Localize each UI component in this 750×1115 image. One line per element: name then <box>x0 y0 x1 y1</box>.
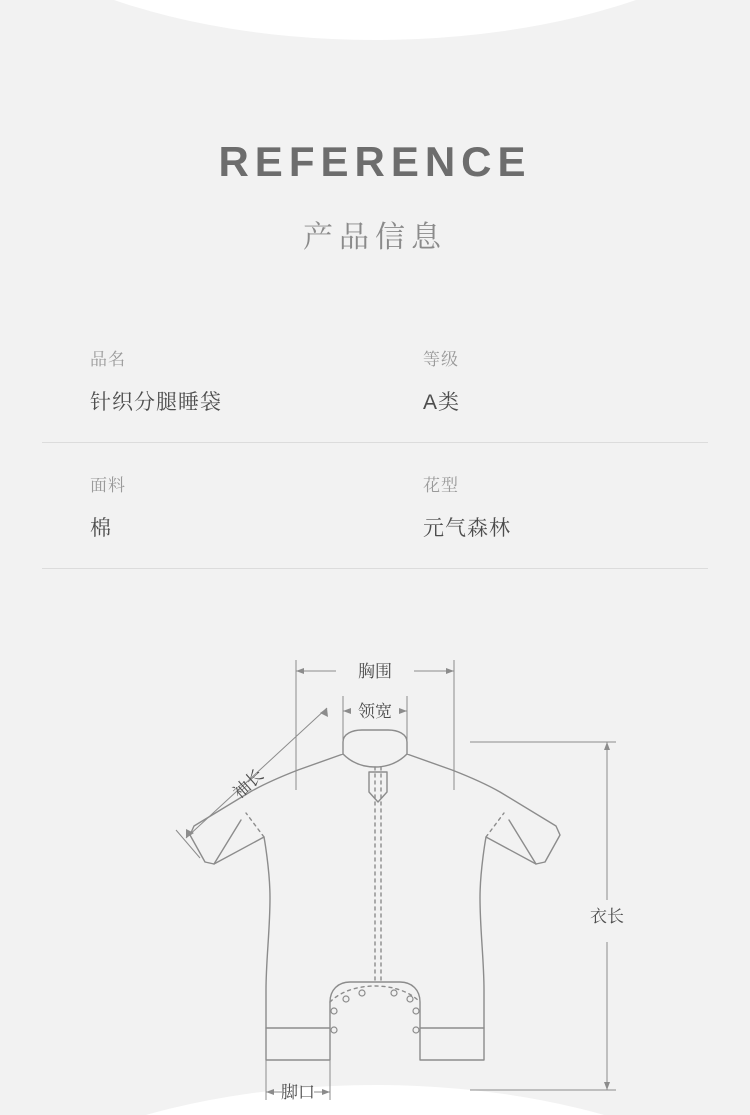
info-cell-grade <box>375 345 708 416</box>
info-cell-fabric <box>42 471 375 542</box>
garment-measurement-diagram <box>0 630 750 1115</box>
info-label: 等级 <box>423 350 459 369</box>
info-label: 品名 <box>90 350 126 369</box>
label-cuff: 脚口 <box>281 1083 315 1102</box>
info-cell-name <box>42 345 375 416</box>
info-label: 面料 <box>90 476 126 495</box>
info-label: 花型 <box>423 476 459 495</box>
label-chest: 胸围 <box>358 662 392 681</box>
info-value: 针织分腿睡袋 <box>90 391 222 414</box>
table-row <box>42 443 708 569</box>
info-value: 棉 <box>90 517 112 540</box>
product-info-table <box>42 345 708 569</box>
top-arc-decoration <box>0 0 750 40</box>
page-title-en: REFERENCE <box>218 138 532 185</box>
label-collar: 领宽 <box>358 702 392 721</box>
info-cell-pattern <box>375 471 708 542</box>
page-title-cn: 产品信息 <box>303 221 447 254</box>
label-sleeve: 袖长 <box>229 765 268 803</box>
info-value: 元气森林 <box>423 517 511 540</box>
table-row <box>42 345 708 443</box>
label-length: 衣长 <box>590 907 624 926</box>
info-value: A类 <box>423 391 461 414</box>
